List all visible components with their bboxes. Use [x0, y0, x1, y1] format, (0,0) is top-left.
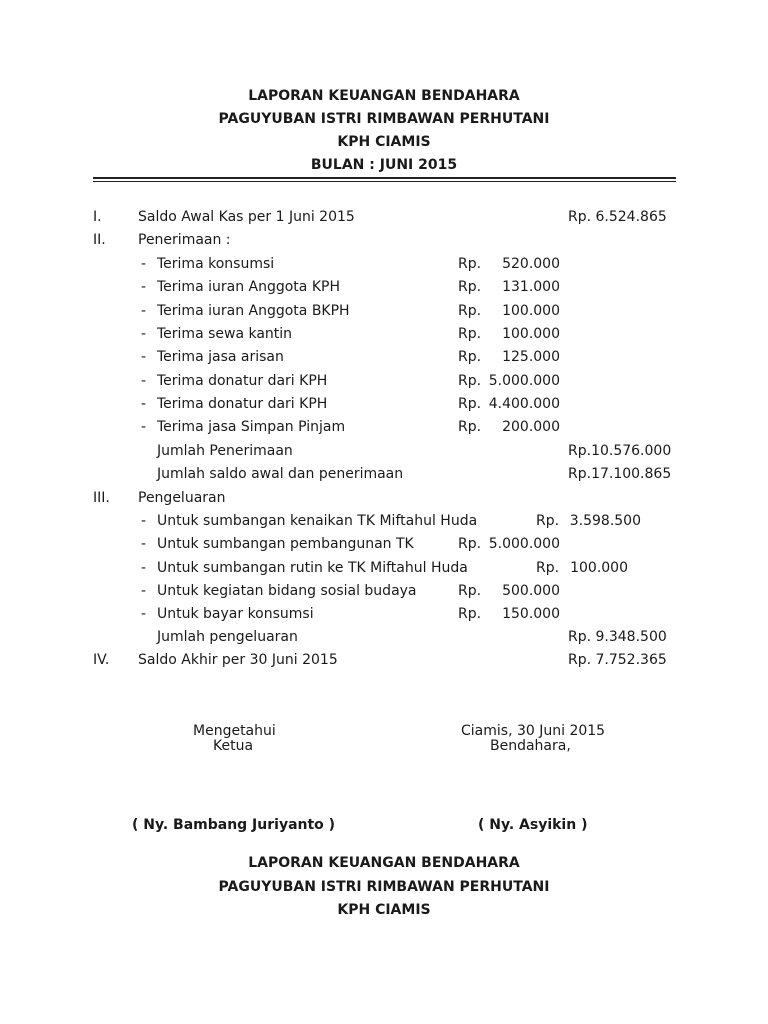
line-item-label: Untuk bayar konsumsi — [157, 606, 314, 623]
section-4-total: Rp. 7.752.365 — [568, 652, 667, 668]
expense-subtotal-label: Jumlah pengeluaran — [157, 629, 298, 645]
signature-right-role: Bendahara, — [490, 738, 571, 754]
report-period: BULAN : JUNI 2015 — [310, 157, 458, 173]
line-item-label: Terima jasa Simpan Pinjam — [157, 419, 346, 436]
footer-report-title: LAPORAN KEUANGAN BENDAHARA — [248, 855, 520, 871]
section-1-number: I. — [93, 209, 102, 225]
expense-subtotal: Rp. 9.348.500 — [568, 629, 667, 645]
line-item-label: Terima konsumsi — [157, 256, 275, 272]
line-item-dash: - — [141, 513, 147, 529]
line-item-label: Terima jasa arisan — [157, 349, 284, 366]
line-item-label: Untuk kegiatan bidang sosial budaya — [157, 582, 417, 599]
header-rule-thin — [93, 181, 676, 182]
line-item-label: Terima donatur dari KPH — [157, 395, 328, 412]
signature-left-caption: Mengetahui — [193, 723, 276, 739]
section-3-label: Pengeluaran — [138, 490, 226, 506]
line-item-amount: 125.000 — [502, 349, 560, 366]
line-item-dash: - — [141, 302, 147, 319]
line-item-dash: - — [141, 395, 147, 412]
line-item-dash: - — [141, 279, 147, 296]
line-item-currency: Rp. — [458, 536, 482, 553]
line-item-currency: Rp. — [458, 302, 482, 319]
line-item-amount: 5.000.000 — [488, 536, 560, 553]
section-3-number: III. — [93, 490, 110, 506]
line-item-dash: - — [141, 372, 147, 389]
footer-branch-name: KPH CIAMIS — [337, 902, 431, 918]
line-item-label: Terima iuran Anggota BKPH — [157, 302, 350, 319]
line-item-amount: 100.000 — [570, 559, 628, 576]
line-item-dash: - — [141, 559, 147, 576]
signature-right-place-date: Ciamis, 30 Juni 2015 — [461, 723, 606, 739]
line-item-currency: Rp. — [458, 325, 482, 342]
line-item-dash: - — [141, 349, 147, 366]
section-2-number: II. — [93, 232, 106, 248]
section-2-label: Penerimaan : — [138, 232, 231, 248]
line-item-currency: Rp. — [458, 582, 482, 599]
section-4-label: Saldo Akhir per 30 Juni 2015 — [138, 652, 338, 668]
line-item-dash: - — [141, 582, 147, 599]
line-item-label: Terima sewa kantin — [157, 325, 293, 342]
line-item-amount: 100.000 — [502, 302, 560, 319]
line-item-currency: Rp. — [458, 606, 482, 623]
line-item-amount: 3.598.500 — [569, 513, 641, 529]
line-item-currency: Rp. — [458, 256, 482, 272]
signature-left-role: Ketua — [213, 738, 254, 754]
line-item-label: Untuk sumbangan rutin ke TK Miftahul Huda — [157, 559, 468, 576]
line-item-dash: - — [141, 606, 147, 623]
combined-total: Rp.17.100.865 — [568, 466, 672, 482]
line-item-label: Untuk sumbangan kenaikan TK Miftahul Huda — [157, 513, 478, 529]
line-item-amount: 131.000 — [502, 279, 560, 296]
line-item-currency: Rp. — [458, 395, 482, 412]
line-item-label: Terima iuran Anggota KPH — [157, 279, 340, 296]
line-item-dash: - — [141, 325, 147, 342]
footer-organization-name: PAGUYUBAN ISTRI RIMBAWAN PERHUTANI — [218, 879, 550, 895]
line-item-dash: - — [141, 536, 147, 553]
line-item-amount: 500.000 — [502, 582, 560, 599]
line-item-dash: - — [141, 419, 147, 436]
income-subtotal-label: Jumlah Penerimaan — [157, 443, 293, 459]
signature-left-name: ( Ny. Bambang Juriyanto ) — [132, 817, 336, 833]
line-item-amount: 5.000.000 — [488, 372, 560, 389]
section-1-total: Rp. 6.524.865 — [568, 209, 667, 225]
line-item-amount: 200.000 — [502, 419, 560, 436]
line-item-currency: Rp. — [458, 372, 482, 389]
line-item-currency: Rp. — [536, 559, 560, 576]
report-title: LAPORAN KEUANGAN BENDAHARA — [248, 88, 520, 104]
line-item-currency: Rp. — [458, 419, 482, 436]
income-subtotal: Rp.10.576.000 — [568, 443, 672, 459]
header-rule-thick — [93, 177, 676, 179]
line-item-amount: 520.000 — [502, 256, 560, 272]
section-4-number: IV. — [93, 652, 110, 668]
line-item-dash: - — [141, 256, 147, 272]
line-item-currency: Rp. — [536, 513, 560, 529]
line-item-label: Terima donatur dari KPH — [157, 372, 328, 389]
combined-total-label: Jumlah saldo awal dan penerimaan — [157, 466, 404, 482]
line-item-amount: 100.000 — [502, 325, 560, 342]
line-item-label: Untuk sumbangan pembangunan TK — [157, 536, 414, 553]
section-1-label: Saldo Awal Kas per 1 Juni 2015 — [138, 209, 355, 225]
line-item-currency: Rp. — [458, 349, 482, 366]
line-item-amount: 150.000 — [502, 606, 560, 623]
line-item-amount: 4.400.000 — [488, 395, 560, 412]
line-item-currency: Rp. — [458, 279, 482, 296]
branch-name: KPH CIAMIS — [337, 134, 431, 150]
signature-right-name: ( Ny. Asyikin ) — [478, 817, 588, 833]
organization-name: PAGUYUBAN ISTRI RIMBAWAN PERHUTANI — [218, 111, 550, 127]
